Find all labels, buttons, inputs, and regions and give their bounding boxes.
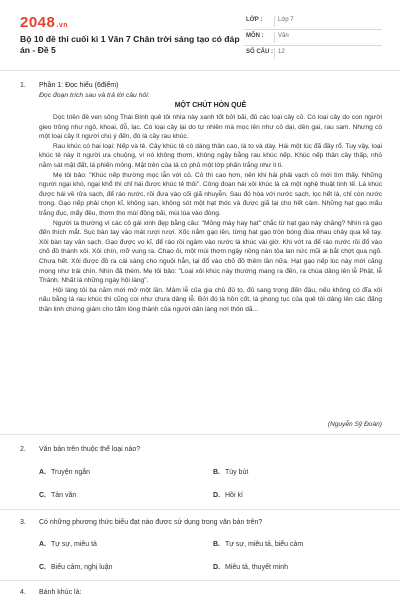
divider [0, 70, 400, 71]
question-4-number: 4. [20, 589, 26, 596]
passage-paragraph: Mẹ tôi bảo: "Khúc nếp thường mọc lẫn với cỏ. Cỏ thì cao hơn, nên khi hái phải vạch cỏ mới tìm thấy. Những người ngại khó, ngại khổ thì chỉ hái được khúc tẻ thôi". Công đoạn hái xôi khúc là cả một nghệ thuật tinh tế. Lá khúc được hái về rửa sạch, để ráo nước, rồi đưa vào cối giã nhuyễn. Sau đó hòa với nước sạch, lọc hết lá, chỉ còn nước trong. Gạo nếp phải chọn kĩ, không sạn, không sót một hạt thóc và được giã lại cho hết cám. Những hạt gạo mẩu trắng đục, mẩy đều, thơm tho mùi đồng bãi, mùi lúa vào đòng. [39, 171, 382, 217]
answer-option-3b[interactable] [213, 541, 303, 548]
answer-option-2b[interactable] [213, 469, 248, 476]
meta-table [244, 14, 382, 61]
reading-instruction: Đọc đoạn trích sau và trả lời câu hỏi: [39, 92, 150, 99]
option-letter: D. [213, 492, 220, 499]
option-text: Tản văn [51, 492, 77, 499]
passage-paragraph: Rau khúc có hai loại: Nếp và tẻ. Cây khúc tẻ có dáng thân cao, lá to và dày. Hái một lúc đã đầy rổ. Tuy vậy, loại khúc tẻ này ít người ưa chuộng, vì nó không thơm, không ngậy bằng rau khúc nếp. Khúc nếp thân cây thấp, nhỏ nằm sát mặt đất, lá phiến mỏng. Mặt trên của lá có phủ một lớp phấn trắng như li ti. [39, 142, 382, 169]
question-3-number: 3. [20, 519, 26, 526]
logo-main: 2048 [20, 14, 56, 31]
answer-option-2c[interactable] [39, 492, 76, 499]
option-letter: B. [213, 469, 220, 476]
reading-passage [39, 113, 382, 314]
option-text: Hồi kí [225, 492, 243, 499]
story-title: MỘT CHÚT HÒN QUÊ [174, 102, 247, 109]
option-letter: D. [213, 564, 220, 571]
option-text: Tự sự, miêu tả [51, 541, 97, 548]
passage-paragraph: Hội làng tôi ba năm mới mở một lần. Mâm lễ của gia chủ đủ to, đủ sang trọng đến đâu, nếu không có đĩa xôi nấu bằng lá rau khúc thì cũng coi như chưa dâng lễ. Bởi đó là hồn cốt, là phong tục của quê tôi dâng lên các đấng thần linh chứng giám cho tấm lòng thành của người dân làng nơi thôn dã... [39, 286, 382, 313]
meta-row-subject [244, 30, 382, 46]
answer-option-2d[interactable] [213, 492, 243, 499]
question-2-text: Văn bản trên thuộc thể loại nào? [39, 446, 141, 453]
divider [0, 434, 400, 435]
question-4-text: Bánh khúc là: [39, 589, 82, 596]
meta-key: SỐ CÂU : [246, 49, 273, 55]
answer-option-3d[interactable] [213, 564, 288, 571]
logo-suffix: .vn [56, 22, 68, 29]
meta-divider [274, 16, 275, 27]
divider [0, 509, 400, 510]
meta-row-class [244, 14, 382, 30]
question-3-text: Có những phương thức biểu đạt nào được sử dụng trong văn bản trên? [39, 519, 263, 526]
question-1-number: 1. [20, 82, 26, 89]
meta-value: Lớp 7 [278, 17, 294, 23]
option-letter: B. [213, 541, 220, 548]
document-title: Bộ 10 đề thi cuối kì 1 Văn 7 Chân trời sáng tạo có đáp án - Đề 5 [20, 34, 240, 55]
option-text: Tùy bút [225, 469, 249, 476]
part-title: Phần 1: Đọc hiểu (6điểm) [39, 82, 119, 89]
document-header [20, 14, 382, 60]
passage-author: (Nguyễn Sỹ Đoàn) [327, 421, 382, 428]
site-logo[interactable] [20, 14, 68, 31]
answer-option-2a[interactable] [39, 469, 90, 476]
meta-key: LỚP : [246, 17, 263, 23]
option-letter: A. [39, 469, 46, 476]
meta-divider [274, 48, 275, 59]
option-text: Tự sự, miêu tả, biểu cảm [225, 541, 304, 548]
option-letter: C. [39, 564, 46, 571]
passage-paragraph: Người ta thường ví các cô gái xinh đẹp bằng câu: "Mỏng mày hay hạt" chắc từ hạt gạo này chăng? Nhìn rá gạo đến thích mắt. Sục bàn tay vào mát rượi rượi. Xốc nắm gạo lên, từng hạt gạo tròn bóng đùa nhau chảy qua kẽ tay. Xôi bàn tay vân sạch. Gạo được vo kĩ, để ráo rồi ngâm vào nước lá khúc vài giờ. Khi vớt ra để ráo nước rồi đổ vào chõ đồ thành xôi. Xôi chín, mỡ vung ra. Chao ôi, một mùi thơm ngậy nồng nàn tỏa lan nức mũi ai bắt chợt qua ngõ. Chưa hết. Xôi được đồ ra cái sàng cho nguội hẳn, lại đổ vào chõ đồ thêm lần nữa. Hạt gạo nếp lúc này mới căng mọng như trái chín. Nhìn đã thèm. Mẹ tôi bảo: "Loại xôi khúc này thường mang ra đền, ra chùa dâng lên lễ Phật, lễ Thánh. Nhất là những ngày hội làng". [39, 219, 382, 285]
meta-row-count [244, 46, 382, 61]
option-letter: C. [39, 492, 46, 499]
option-text: Miêu tả, thuyết minh [225, 564, 289, 571]
option-text: Biểu cảm, nghị luận [51, 564, 113, 571]
question-2-number: 2. [20, 446, 26, 453]
option-text: Truyện ngắn [51, 469, 91, 476]
passage-paragraph: Dọc triền đê ven sông Thái Bình quê tôi nhìa này xanh tốt bởi bãi, đủ các loại cây cỏ. Có loại cây do con người gieo trồng như ngô, khoai, đỗ, lạc. Có loại cây lại do tự nhiên mà mọc lên như cỏ dại, dền gai, rau sam. Nhưng có một loại cây ít người chú ý đến, đó là cây rau khúc. [39, 114, 382, 141]
meta-key: MÔN : [246, 33, 264, 39]
option-letter: A. [39, 541, 46, 548]
divider [0, 580, 400, 581]
answer-option-3c[interactable] [39, 564, 112, 571]
meta-value: 12 [278, 49, 285, 55]
meta-divider [274, 32, 275, 43]
answer-option-3a[interactable] [39, 541, 97, 548]
meta-value: Văn [278, 33, 289, 39]
